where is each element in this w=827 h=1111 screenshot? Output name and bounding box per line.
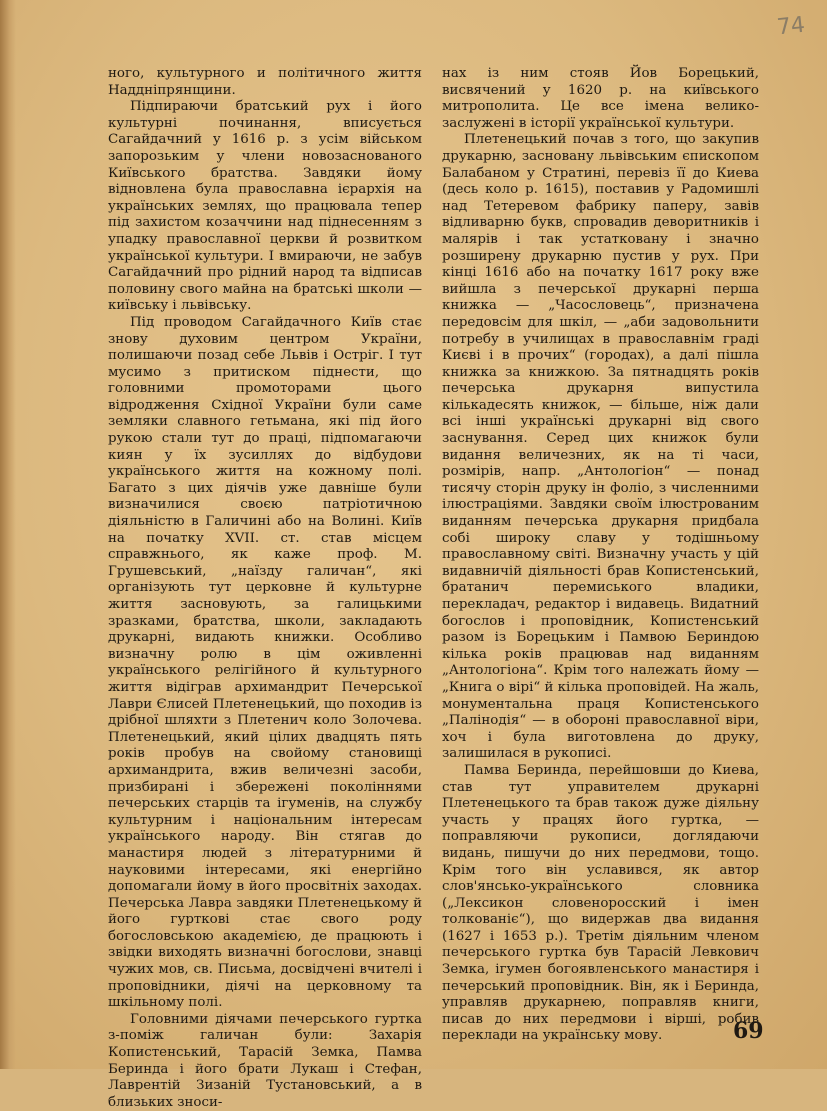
- paragraph: Плетенецький почав з того, що закупив друкарню, засновану львівським єпископом Балабаном у Стратині, перевіз її до Киева (десь коло р. 1615), поставив у Радомишлі над Тетеревом фабрику паперу, завів відливарню букв, спровадив деворитників і малярів і так устатковану і значно розширену друкарню пустив у рух. При кінці 1616 або на початку 1617 року вже вийшла з печерської друкарні перша книжка — „Часословець“, призначена передовсім для шкіл, — „аби задовольнити потребу в училищах в православнім граді Києві і в прочих“ (городах), а далі пішла книжка за книжкою. За пятнадцять років печерська друкарня випустила кількадесять книжок, — більше, ніж дали всі інші українські друкарні від свого заснування. Серед цих книжок були видання величезних, як на ті часи, розмірів, напр. „Антологіон“ — понад тисячу сторін друку ін фоліо, з численними ілюстраціями. Завдяки своїм ілюстрованим виданням печерська друкарня придбала собі широку славу у тодішньому православному світі. Визначну участь у цій видавничій діяльності брав Копистенський, братанич перемиського владики, перекладач, редактор і видавець. Видатний богослов і проповідник, Копистенський разом із Борецьким і Памвою Бериндою кілька років працював над виданням „Антологіона“. Крім того належать йому — „Книга о вірі“ й кілька проповідей. На жаль, монументальна праця Копистенського „Палінодія“ — в обороні православної віри, хоч і була виготовлена до друку, залишилася в рукописі.: [442, 132, 759, 762]
- page-number: 69: [733, 1018, 764, 1044]
- paragraph: Головними діячами печерського гуртка з-поміж галичан були: Захарія Копистенський, Тарасій Земка, Памва Беринда і його брати Лукаш і Стефан, Лаврентій Зизаній Тустановський, а в близьких зноси-: [108, 1011, 422, 1110]
- pencil-annotation: 74: [775, 12, 807, 41]
- paragraph: Підпираючи братський рух і його культурні починання, вписується Сагайдачний у 1616 р. з усім військом запорозьким у члени новозаснованого Київського братства. Завдяки йому відновлена була православна ієрархія на українських землях, що працювала тепер під захистом козаччини над піднесенням з упадку православної церкви й розвитком української культури. І вмираючи, не забув Сагайдачний про рідний народ та відписав половину свого майна на братські школи — київську і львівську.: [108, 99, 422, 314]
- paragraph: Під проводом Сагайдачного Київ стає знову духовим центром України, полишаючи позад себе Львів і Острiг. І тут мусимо з притиском піднести, що головними промоторами цього відродження Східної України були саме земляки славного гетьмана, які під його рукою стали тут до праці, підпомагаючи киян у їх зусиллях до відбудови українського життя на кожному полі. Багато з цих діячів уже давніше були визначилися своєю патріотичною діяльністю в Галичині або на Волині. Київ на початку XVII. ст. став місцем справжнього, як каже проф. М. Грушевський, „наїзду галичан“, які організують тут церковне й культурне життя засновують, за галицькими зразками, братства, школи, закладають друкарні, видають книжки. Особливо визначну ролю в цім оживленні українського релігійного й культурного життя відіграв архимандрит Печерської Лаври Єлисей Плетенецький, що походив із дрібної шляхти з Плетенич коло Золочева. Плетенецький, який цілих двадцять пять років пробув на свойому становищі архимандрита, вжив величезні засоби, призбирані і збережені поколіннями печерських старців та ігуменів, на службу культурним і національним інтересам українського народу. Він стягав до манастиря людей з літературними й науковими інтересами, які енергійно допомагали йому в його просвітніх заходах. Печерська Лавра завдяки Плетенецькому й його гуртковi стає свого роду богословською академією, де працюють і звідки виходять визначні богослови, знавці чужих мов, св. Письма, досвідчені вчителі і проповідники, діячі на церковному та шкільному полі.: [108, 314, 422, 1011]
- paragraph: ного, культурного и політичного життя Наддніпрянщини.: [108, 66, 422, 98]
- paragraph: нах із ним стояв Йов Борецький, висвячений у 1620 р. на київського митрополита. Це все імена велико-заслужені в історії української культури.: [442, 66, 759, 131]
- right-column: [442, 66, 759, 1045]
- paragraph: Памва Беринда, перейшовши до Киева, став тут управителем друкарні Плетенецького та брав також дуже діяльну участь у працях його гуртка, — поправляючи рукописи, доглядаючи видань, пишучи до них передмови, тощо. Крім того він уславився, як автор слов'янсько-українського словника („Лексикон словеноросский і імен толкованіє“), що видержав два видання (1627 і 1653 р.). Третім діяльним членом печерського гуртка був Тарасій Левкович Земка, ігумен богоявленського манастиря і печерський проповідник. Він, як і Беринда, управляв друкарнею, поправляв книги, писав до них передмови і вірші, робив переклади на українську мову.: [442, 762, 759, 1044]
- page-edge-shadow: [0, 0, 16, 1069]
- left-column: [108, 66, 422, 1111]
